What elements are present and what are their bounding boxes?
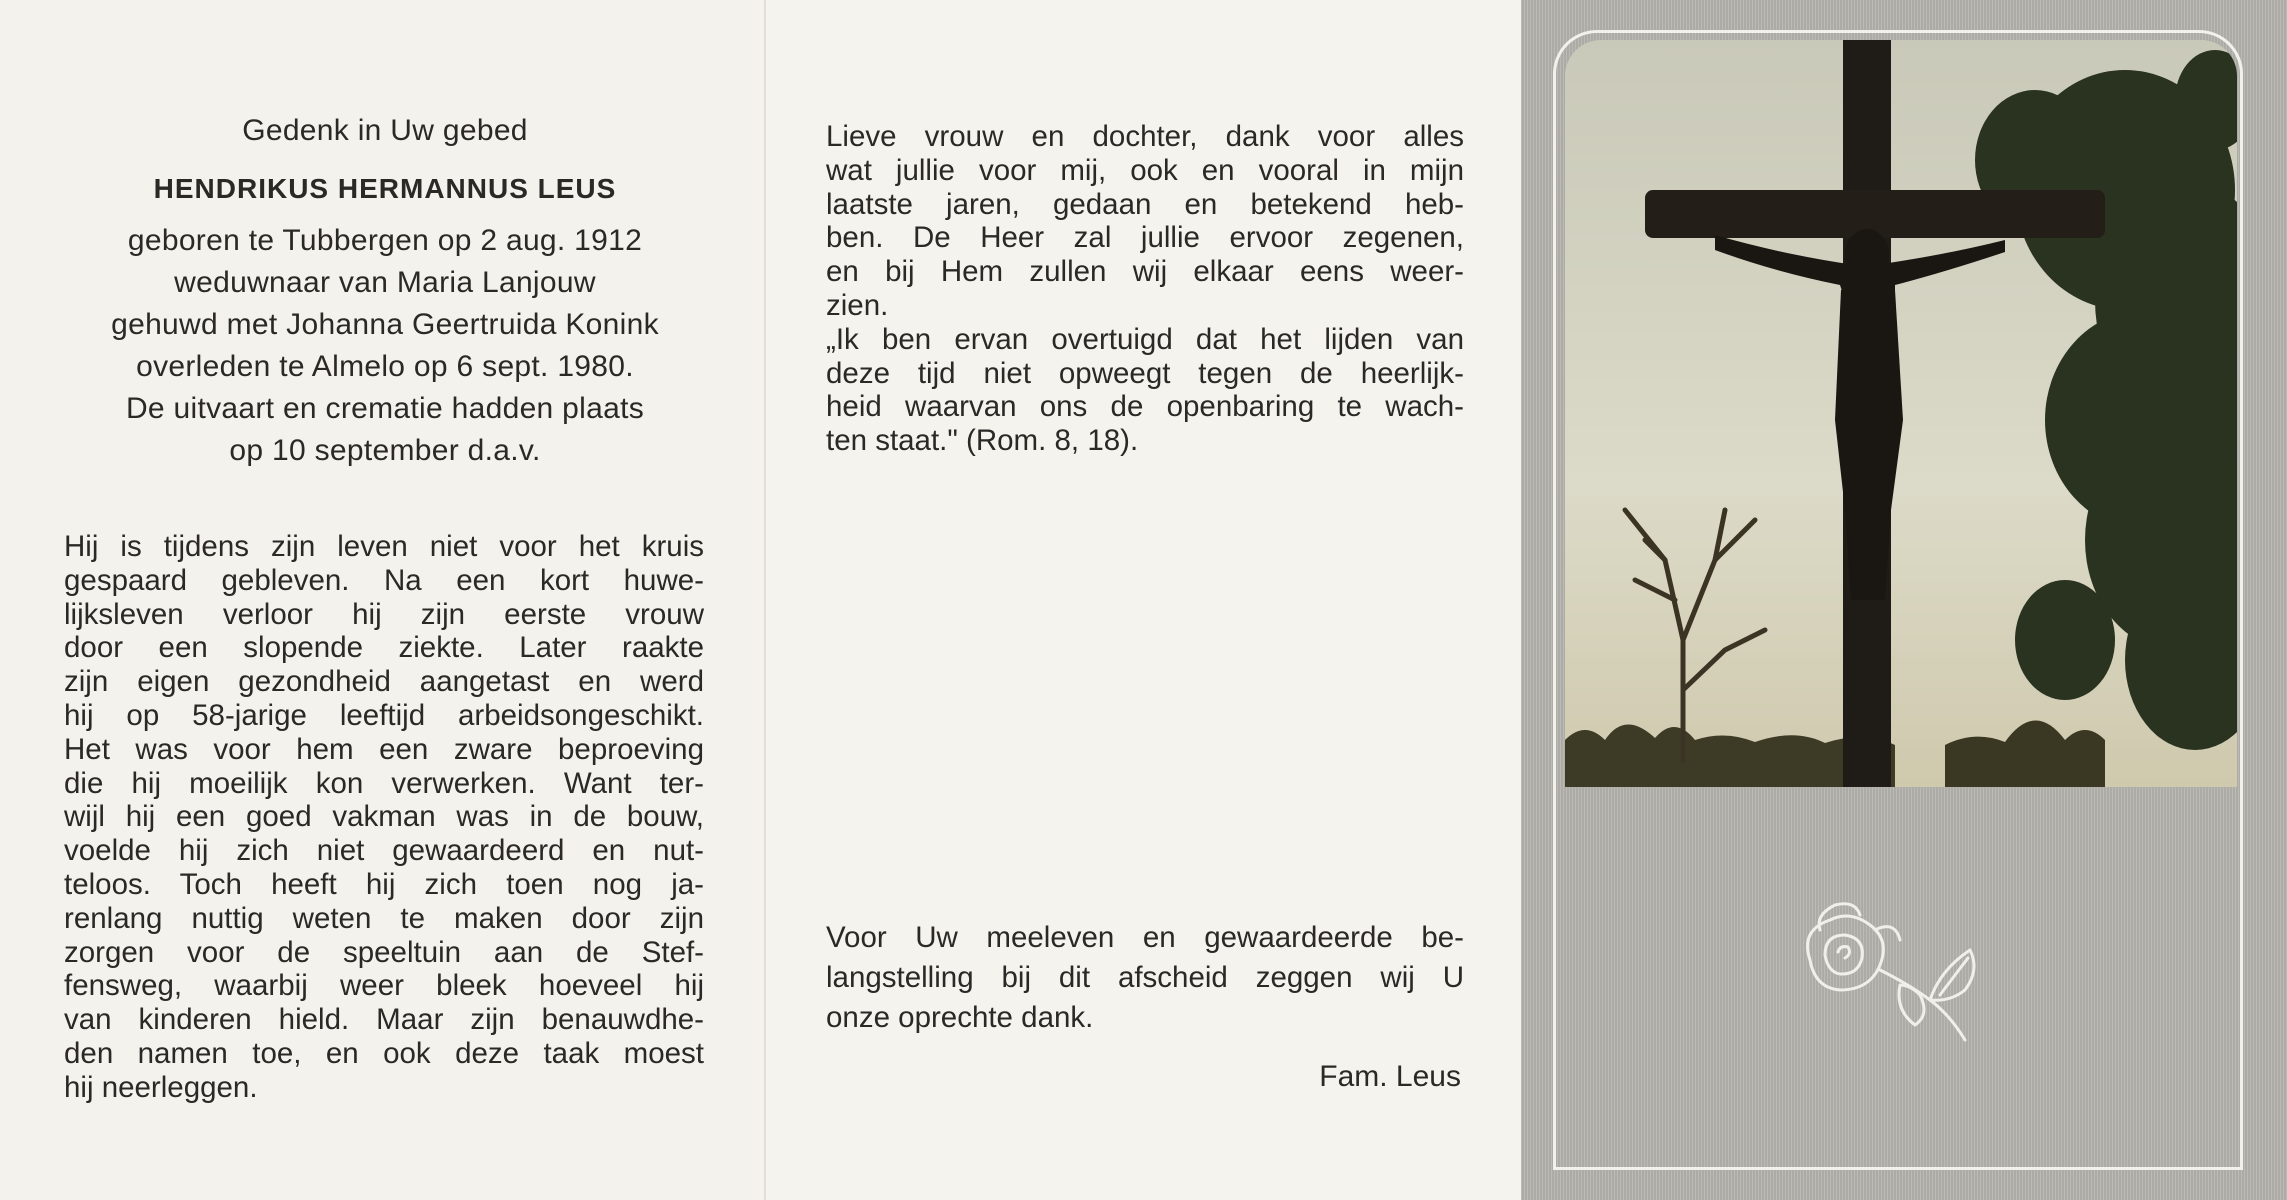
deceased-name: HENDRIKUS HERMANNUS LEUS: [153, 173, 617, 204]
thanks-line: Lieve vrouw en dochter, dank voor alles: [826, 120, 1464, 153]
memorial-intro: [55, 110, 715, 472]
card-panel-left: [0, 0, 764, 1200]
bio-line: Het was voor hem een zware beproeving: [64, 732, 704, 766]
death-line: overleden te Almelo op 6 sept. 1980.: [136, 350, 634, 383]
bio-line: gespaard gebleven. Na een kort huwe-: [64, 563, 704, 597]
married-line: gehuwd met Johanna Geertruida Konink: [111, 308, 659, 341]
thanks-line: ben. De Heer zal jullie ervoor zegenen,: [826, 221, 1464, 255]
rose-icon: [1790, 890, 2010, 1050]
bio-line: van kinderen hield. Maar zijn benauwdhe-: [64, 1003, 704, 1037]
bio-line: door een slopende ziekte. Later raakte: [64, 631, 704, 665]
widower-line: weduwnaar van Maria Lanjouw: [174, 266, 596, 299]
family-signature: Fam. Leus: [1319, 1060, 1461, 1093]
thanks-line: laatste jaren, gedaan en betekend heb-: [826, 187, 1464, 221]
birth-line: geboren te Tubbergen op 2 aug. 1912: [127, 224, 643, 257]
thanks-line: wat jullie voor mij, ook en vooral in mijn: [826, 153, 1464, 187]
quote-line: „Ik ben ervan overtuigd dat het lijden van: [826, 322, 1464, 356]
bio-line: renlang nuttig weten te maken door zijn: [64, 901, 704, 935]
bio-line: zorgen voor de speeltuin aan de Stef-: [64, 935, 704, 969]
appreciation-line: langstelling bij dit afscheid zeggen wij U: [826, 961, 1464, 994]
card-panel-middle: [764, 0, 1521, 1200]
bio-line: Hij is tijdens zijn leven niet voor het kruis: [64, 530, 704, 563]
bio-line: die hij moeilijk kon verwerken. Want ter-: [64, 766, 704, 800]
bio-line: hij neerleggen.: [64, 1070, 258, 1104]
biography-text: [64, 530, 704, 1105]
thanks-line: zien.: [826, 288, 889, 322]
bio-line: wijl hij een goed vakman was in de bouw,: [64, 800, 704, 834]
prayer-heading: Gedenk in Uw gebed: [242, 114, 528, 147]
funeral-line: De uitvaart en crematie hadden plaats: [125, 392, 645, 425]
appreciation-line: Voor Uw meeleven en gewaardeerde be-: [826, 921, 1464, 954]
quote-line: heid waarvan ons de openbaring te wach-: [826, 390, 1464, 424]
bio-line: teloos. Toch heeft hij zich toen nog ja-: [64, 867, 704, 901]
appreciation-line: onze oprechte dank.: [826, 1001, 1094, 1034]
funeral-date-line: op 10 september d.a.v.: [229, 434, 541, 467]
crucifix-photo: [1565, 40, 2237, 787]
thanks-paragraph: [826, 120, 1464, 458]
bio-line: lijksleven verloor hij zijn eerste vrouw: [64, 597, 704, 631]
bio-line: fensweg, waarbij weer bleek hoeveel hij: [64, 969, 704, 1003]
bio-line: den namen toe, en ook deze taak moest: [64, 1036, 704, 1070]
bio-line: voelde hij zich niet gewaardeerd en nut-: [64, 834, 704, 868]
bio-line: hij op 58-jarige leeftijd arbeidsongeschikt.: [64, 698, 704, 732]
appreciation-text: [826, 918, 1464, 1038]
thanks-line: en bij Hem zullen wij elkaar eens weer-: [826, 255, 1464, 289]
bio-line: zijn eigen gezondheid aangetast en werd: [64, 665, 704, 699]
quote-line: ten staat." (Rom. 8, 18).: [826, 424, 1139, 458]
quote-line: deze tijd niet opweegt tegen de heerlijk-: [826, 356, 1464, 390]
